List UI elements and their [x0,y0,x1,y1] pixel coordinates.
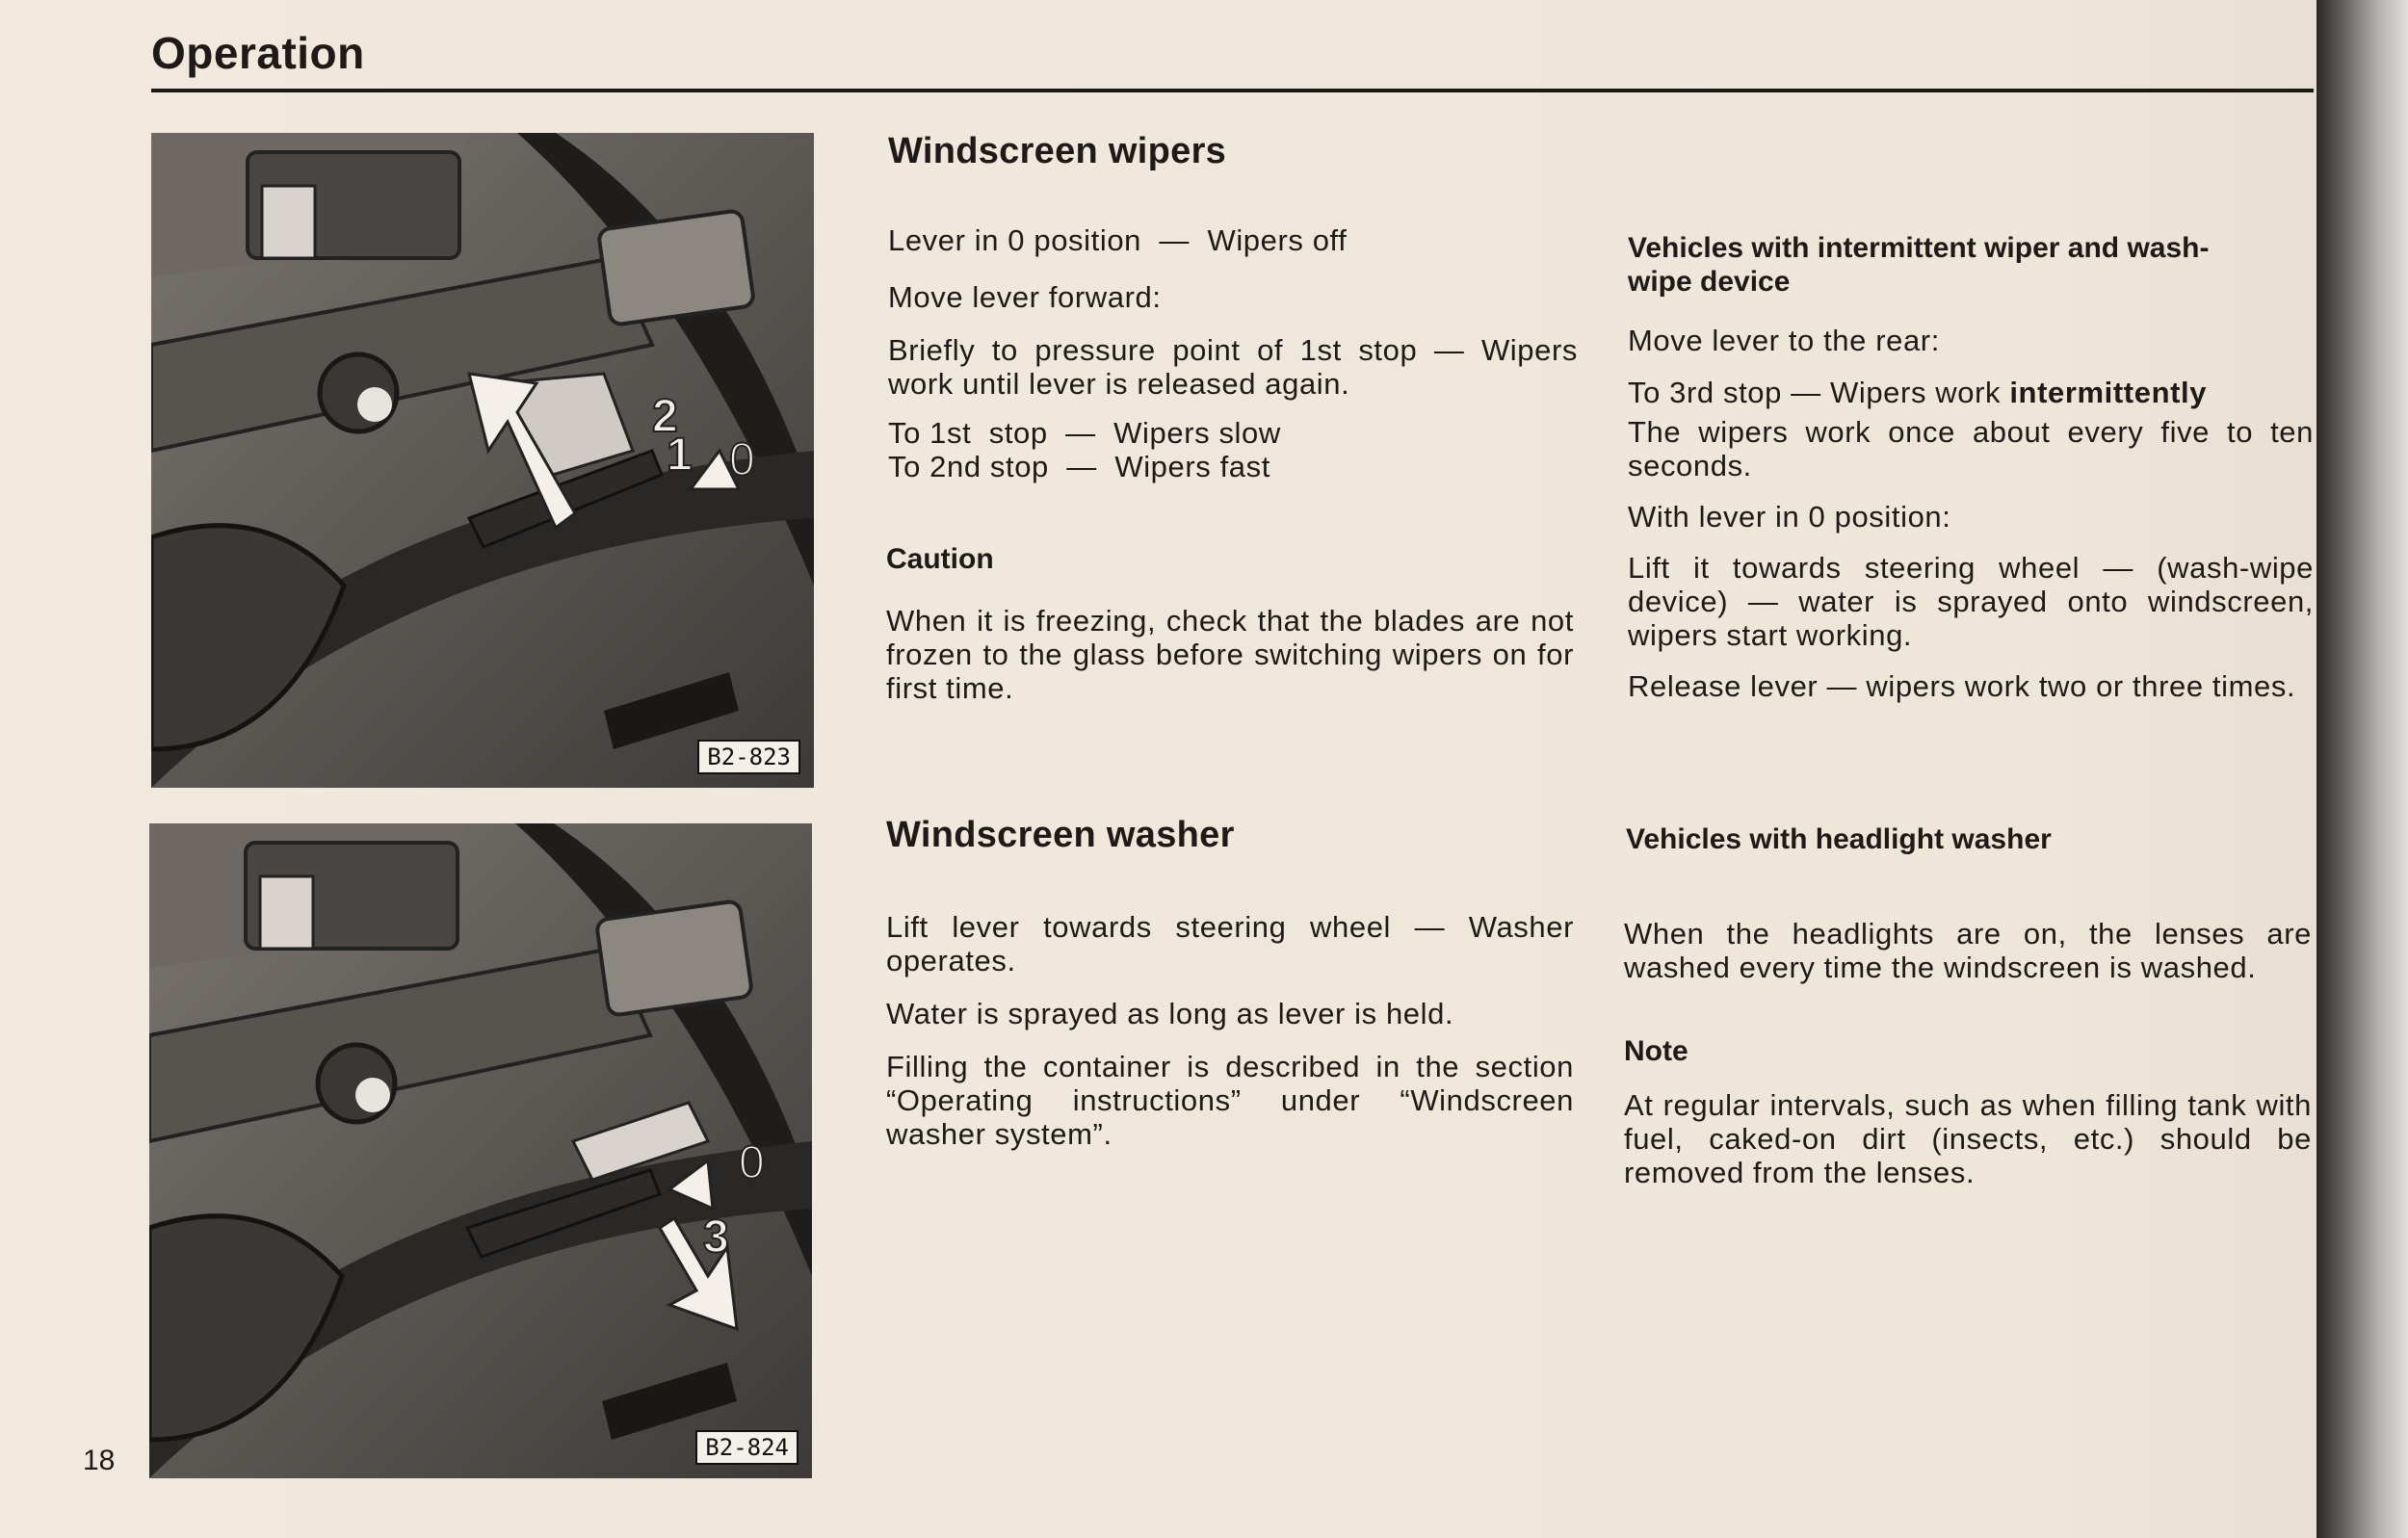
note-text: At regular intervals, such as when filling tank with fuel, caked-on dirt (insects, etc.) should be removed from the lenses. [1624,1088,2312,1189]
wipers-section [888,223,1578,483]
note-section [1624,1088,2312,1189]
headlight-section [1624,917,2312,984]
headlights-washed-text: When the headlights are on, the lenses are washed every time the windscreen is washed. [1624,917,2312,984]
lever-position-0: 0 [739,1137,765,1188]
title-rule [151,89,2314,92]
figure-label: B2-824 [695,1430,798,1465]
figure-label: B2-823 [697,740,800,774]
wipers-heading: Windscreen wipers [888,131,1227,171]
lift-lever-text: Lift it towards steering wheel — (wash-wipe device) — water is sprayed onto windscreen, wipers start working. [1628,551,2314,652]
move-lever-forward-text: Move lever forward: [888,280,1162,314]
washer-lever-illustration [149,823,812,1478]
filling-container-text: Filling the container is described in the section “Operating instructions” under “Windscreen washer system”. [886,1050,1574,1151]
caution-heading: Caution [886,543,994,575]
lever-position-1: 1 [667,430,693,481]
page-number: 18 [83,1445,116,1476]
pressure-point-text: Briefly to pressure point of 1st stop — Wipers work until lever is released again. [888,333,1578,401]
release-lever-text: Release lever — wipers work two or three times. [1628,669,2296,703]
wipers-off-text: Lever in 0 position — Wipers off [888,223,1348,257]
wiper-lever-illustration [151,133,814,788]
note-heading: Note [1624,1035,1688,1067]
second-stop-text: To 2nd stop — Wipers fast [888,450,1270,483]
intermittent-heading: Vehicles with intermittent wiper and wash-wipe device [1628,232,2210,298]
intermittent-section [1628,324,2314,703]
lever-position-3: 3 [703,1212,729,1263]
lever-position-2: 2 [652,391,678,442]
headlight-heading: Vehicles with headlight washer [1626,823,2052,855]
intermittently-bold: intermittently [2009,376,2208,409]
washer-section [886,910,1574,1151]
figure-washer-lever [149,823,812,1478]
third-stop-prefix: To 3rd stop — Wipers work [1628,376,2010,409]
figure-wiper-lever [151,133,814,788]
water-sprayed-text: Water is sprayed as long as lever is held. [886,997,1454,1030]
lever-zero-position-text: With lever in 0 position: [1628,500,1951,534]
page-binding-edge [2316,0,2408,1538]
first-stop-text: To 1st stop — Wipers slow [888,416,1281,450]
washer-heading: Windscreen washer [886,815,1235,855]
lever-position-0: 0 [729,434,755,485]
washer-operates-text: Lift lever towards steering wheel — Washer operates. [886,910,1574,978]
wipers-interval-text: The wipers work once about every five to ten seconds. [1628,415,2314,482]
page-title: Operation [151,28,365,78]
caution-section [886,604,1574,705]
third-stop-text [1628,376,2314,409]
move-lever-rear-text: Move lever to the rear: [1628,324,1940,357]
caution-text: When it is freezing, check that the blades are not frozen to the glass before switching wipers on for first time. [886,604,1574,705]
